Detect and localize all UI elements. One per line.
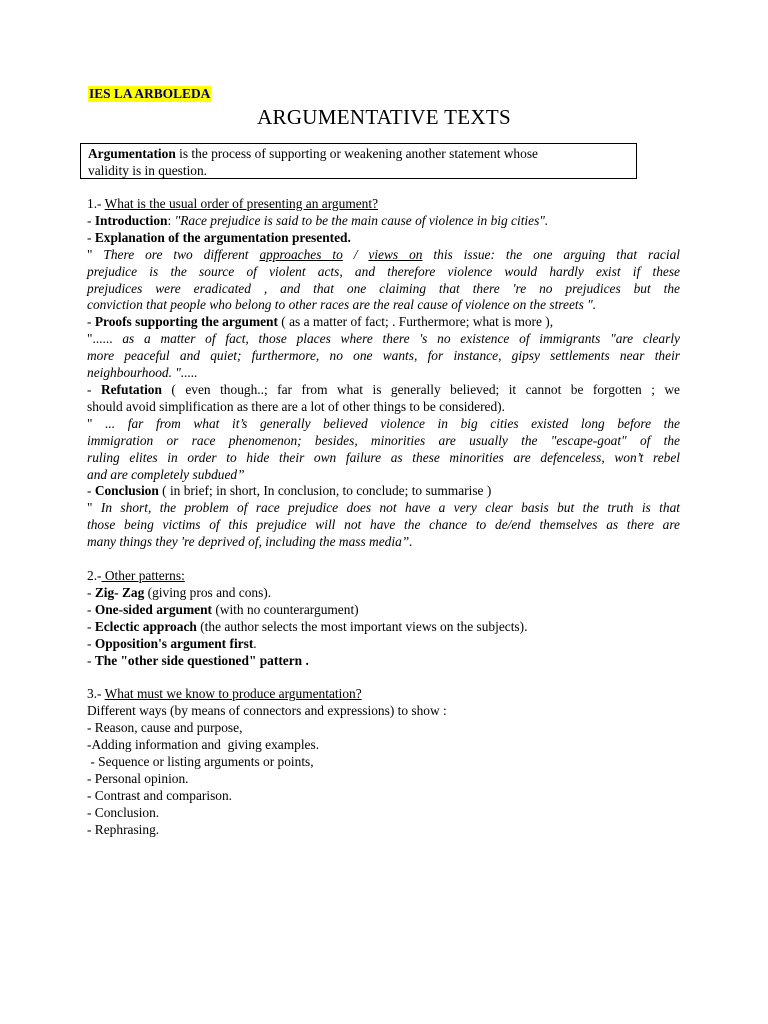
refutation-line-2: should avoid simplification as there are a lot of other things to be considered).: [87, 398, 505, 414]
explanation-quote-4: conviction that people who belong to other races are the real cause of violence on the streets ".: [87, 297, 597, 313]
definition-term: Argumentation: [88, 146, 176, 161]
pattern-item: - One-sided argument (with no counterargument): [87, 601, 359, 617]
proofs-quote-3: neighbourhood. ".....: [87, 365, 198, 381]
proofs-quote-1: "...... as a matter of fact, those places where there 's no existence of immigrants "are clearly: [87, 331, 680, 347]
conclusion-line: - Conclusion ( in brief; in short, In conclusion, to conclude; to summarise ): [87, 483, 492, 499]
page-title: ARGUMENTATIVE TEXTS: [257, 105, 511, 129]
list-item: - Rephrasing.: [87, 821, 160, 837]
conclusion-quote-3: many things they 're deprived of, including the mass media”.: [87, 534, 413, 550]
section1-heading: 1.- What is the usual order of presenting an argument?: [87, 196, 379, 211]
refutation-quote-4: and are completely subdued”: [87, 466, 245, 482]
section3-intro: Different ways (by means of connectors and expressions) to show :: [87, 703, 447, 719]
list-item: - Conclusion.: [87, 804, 160, 820]
list-item: - Personal opinion.: [87, 771, 189, 786]
conclusion-quote-2: those being victims of this prejudice will not have the chance to de/end themselves as there are: [87, 517, 680, 533]
pattern-item: - Opposition's argument first.: [87, 635, 257, 651]
list-item: - Contrast and comparison.: [87, 787, 233, 803]
conclusion-quote-1: " In short, the problem of race prejudice does not have a very clear basis but the truth is that: [87, 500, 680, 516]
list-item: -Adding information and giving examples.: [87, 737, 320, 753]
pattern-item: - The "other side questioned" pattern .: [87, 652, 309, 668]
definition-text-2: validity is in question.: [88, 162, 208, 178]
refutation-quote-1: " ... far from what it’s generally believed violence in big cities existed long before the: [87, 415, 680, 431]
proofs-line: - Proofs supporting the argument ( as a matter of fact; . Furthermore; what is more ),: [87, 314, 554, 330]
list-item: - Sequence or listing arguments or points,: [87, 754, 314, 770]
definition-box: [80, 143, 637, 179]
spacer: [87, 551, 680, 568]
pattern-item: - Zig- Zag (giving pros and cons).: [87, 584, 272, 600]
spacer: [87, 669, 680, 686]
explanation-quote-1: " There ore two different approaches to / views on this issue: the one arguing that racial: [87, 246, 680, 262]
list-item: - Reason, cause and purpose,: [87, 720, 243, 736]
section3-heading: 3.- What must we know to produce argumentation?: [87, 686, 362, 702]
section2-heading: 2.- Other patterns:: [87, 568, 185, 584]
pattern-item: - Eclectic approach (the author selects the most important views on the subjects).: [87, 618, 528, 634]
definition-text-1: is the process of supporting or weakening another statement whose: [175, 146, 538, 161]
proofs-quote-2: more peaceful and quiet; furthermore, no one wants, for instance, gipsy settlements near their: [87, 348, 680, 364]
school-name: IES LA ARBOLEDA: [89, 86, 211, 101]
explanation-label: - Explanation of the argumentation presented.: [87, 229, 351, 245]
document-body: [87, 196, 680, 839]
explanation-quote-3: prejudices were eradicated , and that one claiming that there 're no prejudices but the: [87, 280, 680, 296]
refutation-line: - Refutation ( even though..; far from what is generally believed; it cannot be forgotten ; we: [87, 381, 680, 397]
refutation-quote-2: immigration or race phenomenon; besides, minorities are usually the "escape-goat" of the: [87, 432, 680, 448]
introduction-line: - Introduction: "Race prejudice is said to be the main cause of violence in big cities".: [87, 212, 549, 228]
explanation-quote-2: prejudice is the source of violent acts, and therefore violence would hardly exist if these: [87, 263, 680, 279]
refutation-quote-3: ruling elites in order to hide their own failure as these minorities are defenceless, won’t rebel: [87, 449, 680, 465]
